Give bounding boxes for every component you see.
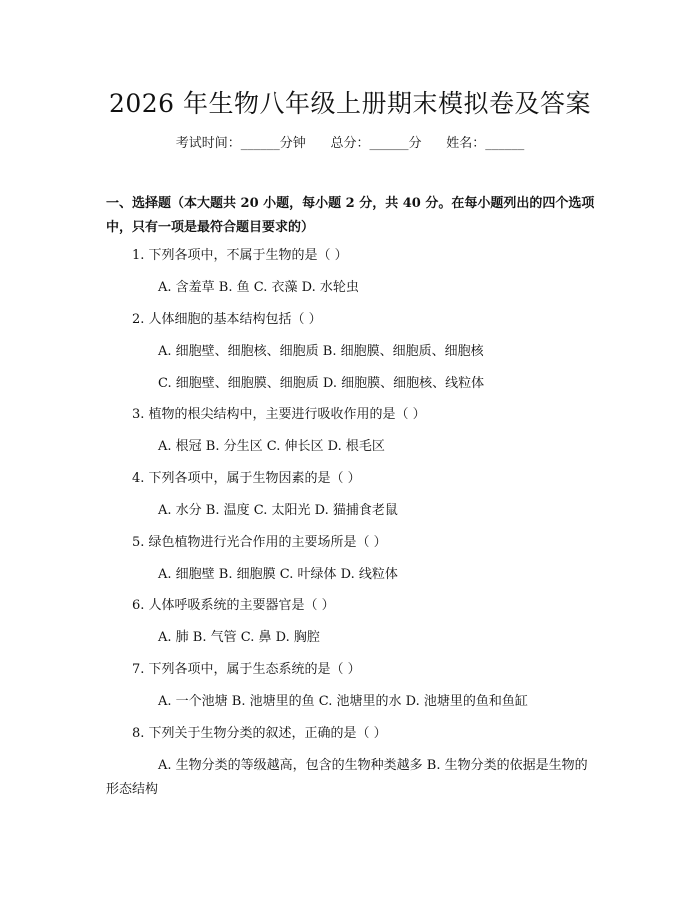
question-2-options-cd: C. 细胞壁、细胞膜、细胞质 D. 细胞膜、细胞核、线粒体 [158, 376, 485, 391]
question-3: 3. 植物的根尖结构中，主要进行吸收作用的是（ ） [132, 407, 426, 422]
question-3-options: A. 根冠 B. 分生区 C. 伸长区 D. 根毛区 [158, 439, 385, 454]
question-1: 1. 下列各项中，不属于生物的是（ ） [132, 248, 348, 263]
question-4: 4. 下列各项中，属于生物因素的是（ ） [132, 471, 361, 486]
question-7-options: A. 一个池塘 B. 池塘里的鱼 C. 池塘里的水 D. 池塘里的鱼和鱼缸 [158, 694, 528, 709]
question-5: 5. 绿色植物进行光合作用的主要场所是（ ） [132, 535, 387, 550]
question-6: 6. 人体呼吸系统的主要器官是（ ） [132, 598, 335, 613]
question-7: 7. 下列各项中，属于生态系统的是（ ） [132, 662, 361, 677]
question-8-options: A. 生物分类的等级越高，包含的生物种类越多 B. 生物分类的依据是生物的形态结构 [106, 758, 588, 797]
question-8: 8. 下列关于生物分类的叙述，正确的是（ ） [132, 726, 387, 741]
question-5-options: A. 细胞壁 B. 细胞膜 C. 叶绿体 D. 线粒体 [158, 567, 398, 582]
section-heading: 一、选择题（本大题共 20 小题，每小题 2 分，共 40 分。在每小题列出的四个选项中，只有一项是最符合题目要求的） [106, 196, 595, 235]
page-title: 2026 年生物八年级上册期末模拟卷及答案 [108, 89, 592, 118]
question-2-options-ab: A. 细胞壁、细胞核、细胞质 B. 细胞膜、细胞质、细胞核 [158, 344, 484, 359]
question-4-options: A. 水分 B. 温度 C. 太阳光 D. 猫捕食老鼠 [158, 503, 398, 518]
question-2: 2. 人体细胞的基本结构包括（ ） [132, 312, 322, 327]
question-6-options: A. 肺 B. 气管 C. 鼻 D. 胸腔 [158, 630, 320, 645]
exam-info-line: 考试时间：______分钟 总分：______分 姓名：______ [175, 136, 525, 151]
question-1-options: A. 含羞草 B. 鱼 C. 衣藻 D. 水轮虫 [158, 280, 359, 295]
